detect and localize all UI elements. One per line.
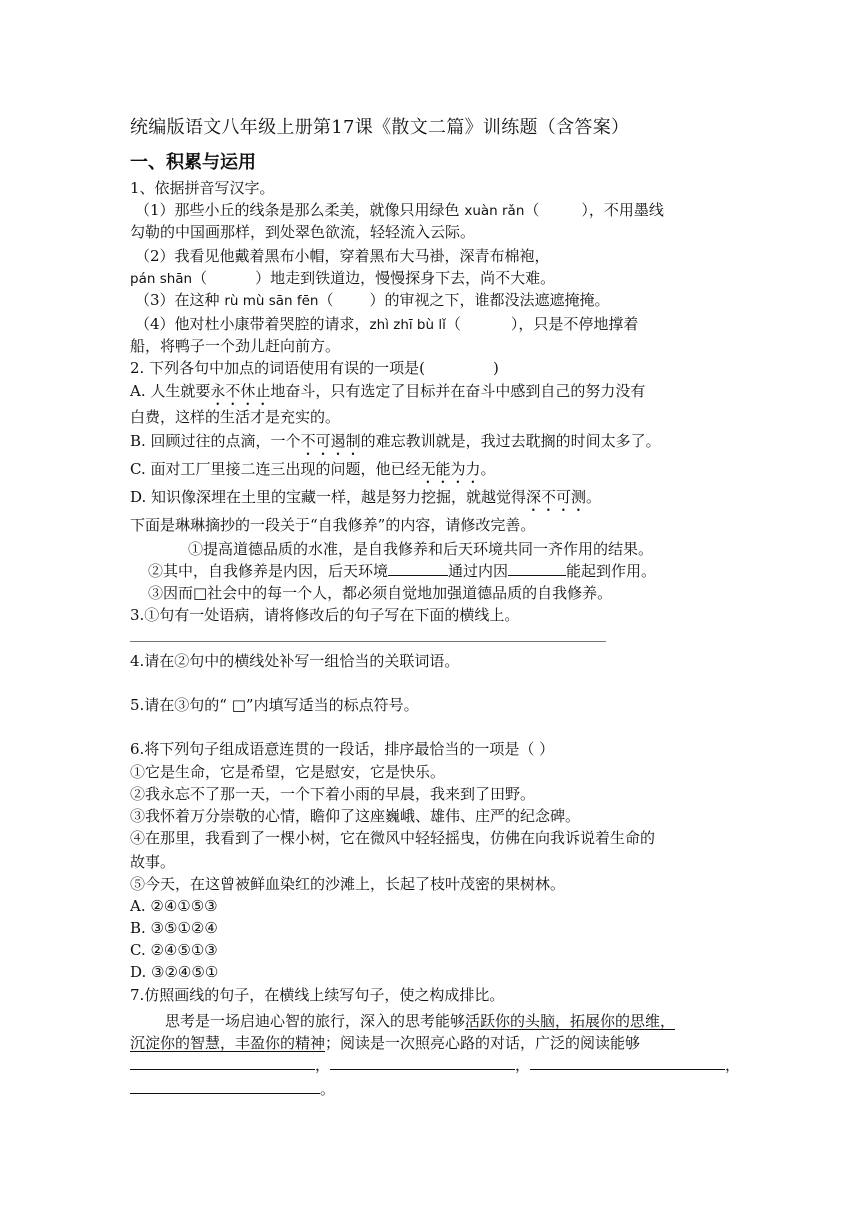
pinyin: rù mù sān fēn	[224, 293, 319, 309]
section-heading: 一、积累与运用	[130, 152, 256, 173]
emphasized-word: 不可遏制	[300, 432, 361, 450]
document-title: 统编版语文八年级上册第17课《散文二篇》训练题（含答案）	[130, 117, 630, 138]
question-1-line-3: （3）在这种 rù mù sān fēn（ ）的审视之下，谁都没法遮遮掩掩。	[135, 291, 610, 309]
question-1-line-1: （1）那些小丘的线条是那么柔美，就像只用绿色 xuàn rǎn（ ），不用墨线	[135, 201, 664, 219]
answer-blank[interactable]	[530, 1054, 725, 1070]
question-1-line-2b: pán shān（ ）地走到铁道边，慢慢探身下去，尚不大难。	[130, 269, 556, 287]
question-1-line-4b: 船，将鸭子一个劲儿赶向前方。	[130, 337, 341, 355]
option-b[interactable]: B. 回顾过往的点滴，一个不可遏制的难忘教训就是，我过去耽搁的时间太多了。	[130, 432, 661, 450]
sentence-3: ③我怀着万分崇敬的心情，瞻仰了这座巍峨、雄伟、庄严的纪念碑。	[130, 807, 581, 825]
question-6-stem: 6.将下列句子组成语意连贯的一段话，排序最恰当的一项是（ ）	[130, 740, 555, 758]
passage-sentence-3: ③因而□社会中的每一个人，都必须自觉地加强道德品质的自我修养。	[148, 584, 613, 602]
option-a[interactable]: A. ②④①⑤③	[130, 897, 218, 915]
sentence-1: ①它是生命，它是希望，它是慰安，它是快乐。	[130, 763, 446, 781]
answer-blank[interactable]	[130, 1078, 320, 1094]
sentence-2: ②我永忘不了那一天，一个下着小雨的早晨，我来到了田野。	[130, 785, 536, 803]
question-7-line-1: 思考是一场启迪心智的旅行，深入的思考能够活跃你的头脑，拓展你的思维，	[165, 1012, 676, 1030]
emphasized-word: 无能为力	[420, 460, 481, 478]
sentence-4-cont: 故事。	[130, 853, 176, 871]
option-b[interactable]: B. ③⑤①②④	[130, 919, 218, 937]
pinyin: pán shān	[130, 271, 193, 287]
question-7-line-3: ， ， ，	[130, 1054, 730, 1076]
emphasized-word: 深不可测	[526, 488, 587, 506]
question-1-stem: 1、依据拼音写汉字。	[130, 179, 275, 197]
answer-blank[interactable]	[130, 1054, 315, 1070]
question-5: 5.请在③句的“ □”内填写适当的标点符号。	[130, 696, 419, 714]
underlined-text: 活跃你的头脑，拓展你的思维，	[465, 1012, 676, 1030]
question-1-line-4: （4）他对杜小康带着哭腔的请求，zhì zhī bù lǐ（ ），只是不停地撑着	[135, 315, 639, 333]
option-a-cont: 白费，这样的生活才是充实的。	[130, 408, 341, 426]
sentence-4: ④在那里，我看到了一棵小树，它在微风中轻轻摇曳，仿佛在向我诉说着生命的	[130, 829, 656, 847]
question-7-line-4: 。	[130, 1078, 730, 1100]
passage-sentence-1: ①提高道德品质的水准，是自我修养和后天环境共同一齐作用的结果。	[188, 540, 654, 558]
option-a[interactable]: A. 人生就要永不休止地奋斗，只有选定了目标并在奋斗中感到自己的努力没有	[130, 382, 646, 400]
passage-sentence-2: ②其中，自我修养是内因，后天环境 通过内因 能起到作用。	[148, 562, 657, 580]
emphasized-word: 永不休止	[210, 382, 271, 400]
passage-intro: 下面是琳琳摘抄的一段关于“自我修养”的内容，请修改完善。	[130, 516, 536, 534]
option-d[interactable]: D. ③②④⑤①	[130, 963, 219, 981]
question-1-line-2: （2）我看见他戴着黑布小帽，穿着黑布大马褂，深青布棉袍，	[135, 247, 550, 265]
question-3: 3.①句有一处语病，请将修改后的句子写在下面的横线上。	[130, 606, 520, 624]
question-2-stem: 2. 下列各句中加点的词语使用有误的一项是( )	[130, 359, 499, 377]
question-4: 4.请在②句中的横线处补写一组恰当的关联词语。	[130, 652, 460, 670]
option-c[interactable]: C. 面对工厂里接二连三出现的问题，他已经无能为力。	[130, 460, 496, 478]
answer-blank[interactable]	[388, 560, 448, 576]
underlined-text: 沉淀你的智慧，丰盈你的精神	[130, 1034, 326, 1052]
pinyin: xuàn rǎn	[464, 203, 525, 219]
pinyin: zhì zhī bù lǐ	[369, 317, 446, 333]
answer-blank[interactable]	[330, 1054, 515, 1070]
option-c[interactable]: C. ②④⑤①③	[130, 941, 218, 959]
question-7-stem: 7.仿照画线的句子，在横线上续写句子，使之构成排比。	[130, 986, 505, 1004]
answer-line[interactable]	[130, 641, 606, 642]
sentence-5: ⑤今天，在这曾被鲜血染红的沙滩上，长起了枝叶茂密的果树林。	[130, 875, 566, 893]
option-d[interactable]: D. 知识像深埋在土里的宝藏一样，越是努力挖掘，就越觉得深不可测。	[130, 488, 602, 506]
question-1-line-1b: 勾勒的中国画那样，到处翠色欲流，轻轻流入云际。	[130, 223, 476, 241]
question-7-line-2: 沉淀你的智慧，丰盈你的精神；阅读是一次照亮心路的对话，广泛的阅读能够	[130, 1034, 641, 1052]
answer-blank[interactable]	[508, 560, 566, 576]
